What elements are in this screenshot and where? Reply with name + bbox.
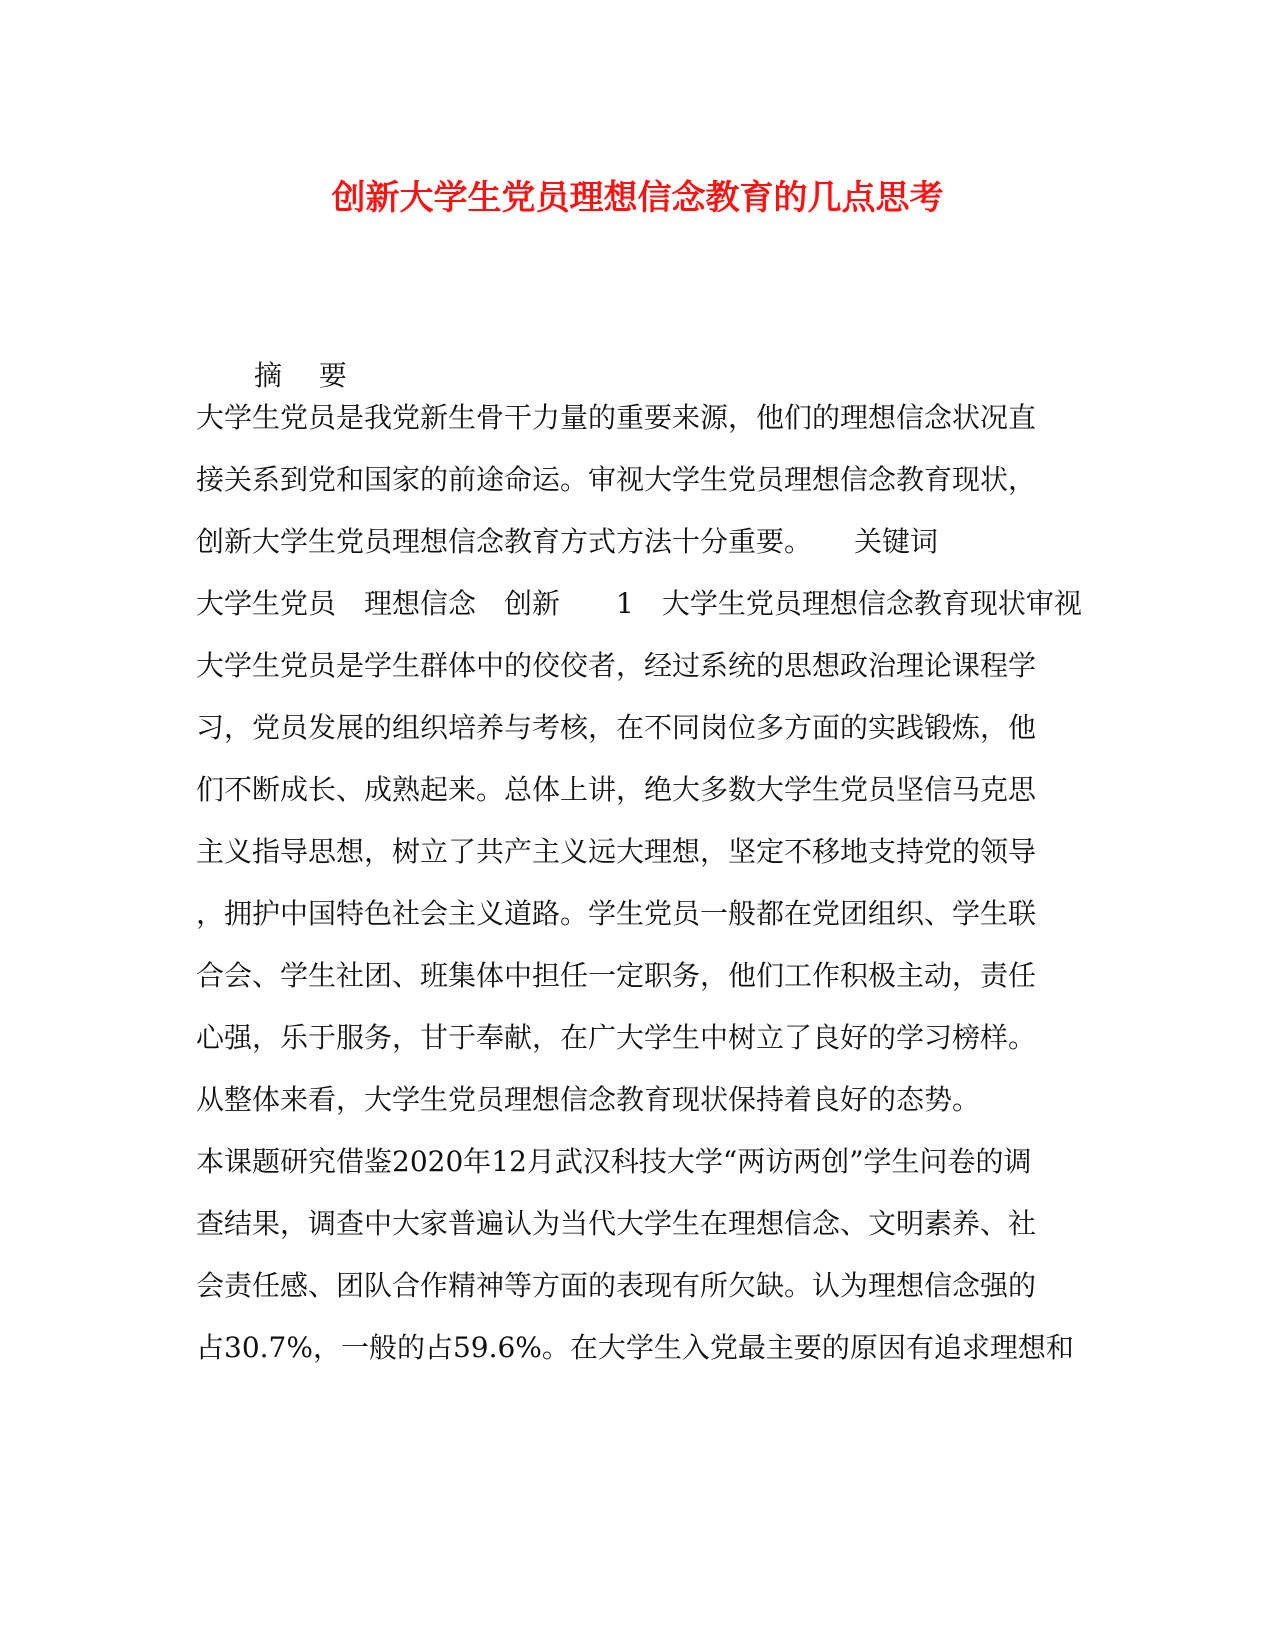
body-line: 大学生党员是我党新生骨干力量的重要来源，他们的理想信念状况直 [196,401,1037,434]
body-line: 大学生党员是学生群体中的佼佼者，经过系统的思想政治理论课程学 [196,649,1037,682]
body-line: 创新大学生党员理想信念教育方式方法十分重要。 关键词 [196,525,939,558]
body-line: 占30.7%，一般的占59.6%。在大学生入党最主要的原因有追求理想和 [196,1331,1074,1364]
body-line: 们不断成长、成熟起来。总体上讲，绝大多数大学生党员坚信马克思 [196,773,1037,806]
body-line: 查结果，调查中大家普遍认为当代大学生在理想信念、文明素养、社 [196,1207,1037,1240]
body-line: 从整体来看，大学生党员理想信念教育现状保持着良好的态势。 [196,1083,981,1116]
body-line: 主义指导思想，树立了共产主义远大理想，坚定不移地支持党的领导 [196,835,1037,868]
abstract-heading: 摘 要 [254,359,361,392]
body-line: 心强，乐于服务，甘于奉献，在广大学生中树立了良好的学习榜样。 [196,1021,1037,1054]
body-line: 习，党员发展的组织培养与考核，在不同岗位多方面的实践锻炼，他 [196,711,1037,744]
body-line: 大学生党员 理想信念 创新 1 大学生党员理想信念教育现状审视 [196,587,1082,620]
body-line: 本课题研究借鉴2020年12月武汉科技大学“两访两创”学生问卷的调 [196,1145,1032,1178]
body-line: 接关系到党和国家的前途命运。审视大学生党员理想信念教育现状， [196,463,1037,496]
body-line: ，拥护中国特色社会主义道路。学生党员一般都在党团组织、学生联 [196,897,1037,930]
document-title: 创新大学生党员理想信念教育的几点思考 [331,178,944,218]
body-line: 合会、学生社团、班集体中担任一定职务，他们工作积极主动，责任 [196,959,1037,992]
body-line: 会责任感、团队合作精神等方面的表现有所欠缺。认为理想信念强的 [196,1269,1037,1302]
